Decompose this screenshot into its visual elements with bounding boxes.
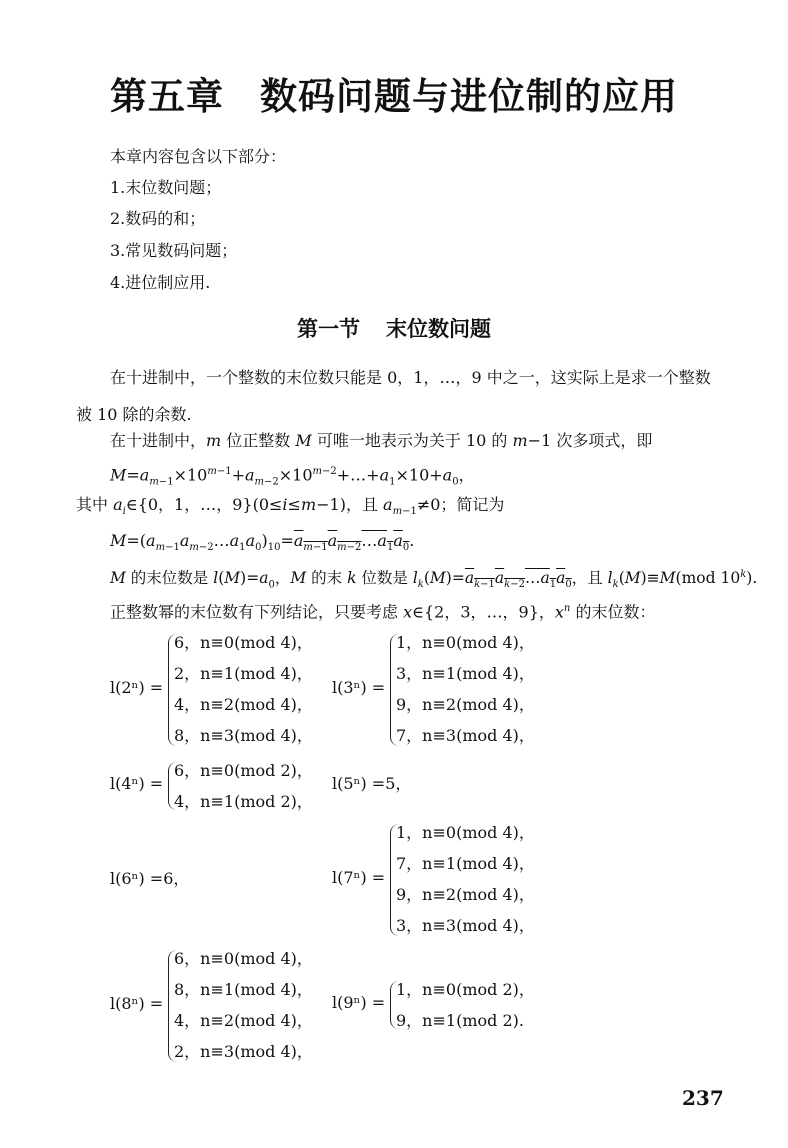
intro-item: 4.进位制应用. bbox=[110, 273, 211, 292]
case-row: 7，n≡1(mod 4)， bbox=[396, 854, 535, 873]
case-row: 1，n≡0(mod 4)， bbox=[396, 633, 535, 652]
paragraph-5: 正整数幂的末位数有下列结论，只要考虑 x∈{2，3，…，9}，$x^n$ 的末位数： bbox=[110, 602, 656, 622]
case-row: 6，n≡0(mod 2)， bbox=[174, 761, 313, 780]
case-row: 8，n≡1(mod 4)， bbox=[174, 980, 313, 999]
case-row: 1，n≡0(mod 4)， bbox=[396, 823, 535, 842]
case-lhs: l(7ⁿ) = bbox=[332, 868, 386, 887]
intro-item: 3.常见数码问题； bbox=[110, 241, 238, 260]
case-row: 2，n≡1(mod 4)， bbox=[174, 664, 313, 683]
paragraph-1: 在十进制中，一个整数的末位数只能是 0，1，…，9 中之一，这实际上是求一个整数被 10 除的余数. bbox=[76, 368, 711, 424]
case-row: 2，n≡3(mod 4)， bbox=[174, 1042, 313, 1061]
section-number: 第一节 bbox=[297, 316, 360, 341]
case-lhs: l(5ⁿ) =5， bbox=[332, 774, 412, 793]
case-row: 4，n≡1(mod 2)， bbox=[174, 792, 313, 811]
section-title bbox=[0, 313, 788, 343]
case-row: 3，n≡1(mod 4)， bbox=[396, 664, 535, 683]
equation-polynomial: $M=a_{m-1}\times 10^{m-1}+a_{m-2}\times 10^{m-2}+\dots+a_1\times 10+a_0$， bbox=[110, 465, 475, 488]
paragraph-2: 在十进制中，m 位正整数 M 可唯一地表示为关于 10 的 m−1 次多项式，即 bbox=[110, 431, 653, 450]
case-lhs: l(3ⁿ) = bbox=[332, 678, 386, 697]
case-lhs: l(2ⁿ) = bbox=[110, 678, 164, 697]
section-name: 末位数问题 bbox=[386, 316, 491, 341]
case-row: 9，n≡2(mod 4)， bbox=[396, 695, 535, 714]
case-row: 1，n≡0(mod 2)， bbox=[396, 980, 535, 999]
case-lhs: l(6ⁿ) =6， bbox=[110, 869, 190, 888]
case-row: 3，n≡3(mod 4)， bbox=[396, 916, 535, 935]
case-lhs: l(4ⁿ) = bbox=[110, 774, 164, 793]
case-lhs: l(8ⁿ) = bbox=[110, 994, 164, 1013]
paragraph-3: 其中 $a_i\in\{0$，1，…，9}(0≤i≤m−1)，且 $a_{m-1}\ne 0$；简记为 bbox=[76, 495, 505, 518]
case-row: 7，n≡3(mod 4)， bbox=[396, 726, 535, 745]
intro-lead: 本章内容包含以下部分： bbox=[110, 147, 287, 166]
intro-item: 1.末位数问题； bbox=[110, 178, 222, 197]
case-row: 9，n≡1(mod 2). bbox=[396, 1011, 524, 1030]
page-number: 237 bbox=[682, 1086, 724, 1110]
case-row: 9，n≡2(mod 4)， bbox=[396, 885, 535, 904]
chapter-name: 数码问题与进位制的应用 bbox=[260, 74, 678, 118]
intro-item: 2.数码的和； bbox=[110, 209, 206, 228]
case-row: 8，n≡3(mod 4)， bbox=[174, 726, 313, 745]
case-row: 4，n≡2(mod 4)， bbox=[174, 695, 313, 714]
case-row: 6，n≡0(mod 4)， bbox=[174, 633, 313, 652]
chapter-title bbox=[0, 66, 788, 120]
case-row: 4，n≡2(mod 4)， bbox=[174, 1011, 313, 1030]
case-row: 6，n≡0(mod 4)， bbox=[174, 949, 313, 968]
case-lhs: l(9ⁿ) = bbox=[332, 993, 386, 1012]
paragraph-4: M 的末位数是 $l(M)=a_0$，M 的末 k 位数是 $l_k(M)=a_{k-1}a_{k-2}\dots a_1a_0$，且 $l_k(M)\equiv M(mod$ 10$^k$). bbox=[110, 569, 758, 591]
equation-shorthand: $M=(a_{m-1}a_{m-2}\dots a_1a_0)_{10}=a_{m-1}a_{m-2}\dots a_1a_0$. bbox=[110, 531, 415, 554]
chapter-number: 第五章 bbox=[110, 74, 224, 118]
